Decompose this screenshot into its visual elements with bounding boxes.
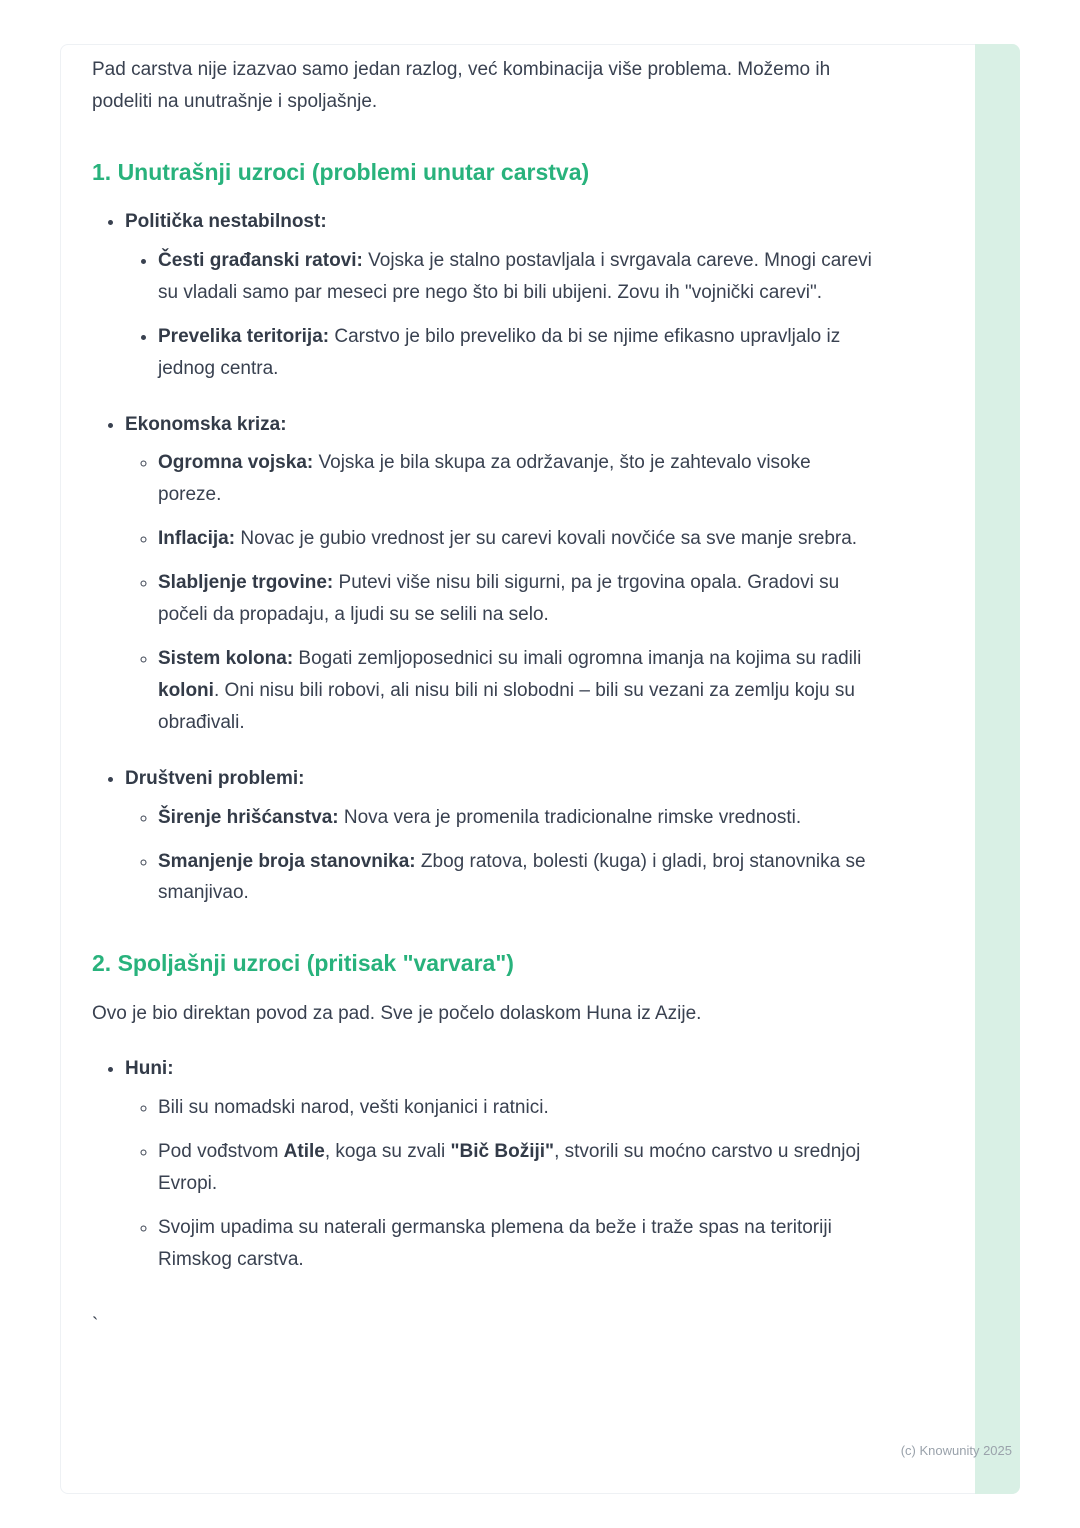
bold-text: Prevelika teritorija: bbox=[158, 325, 330, 347]
bold-text: Društveni problemi: bbox=[125, 767, 305, 789]
bold-text: "Bič Božiji" bbox=[450, 1141, 555, 1163]
bullet-list bbox=[92, 1053, 878, 1275]
sections-container bbox=[92, 156, 878, 1276]
document-content bbox=[92, 54, 878, 1342]
text-segment: . Oni nisu bili robovi, ali nisu bili ni slobodni – bili su vezani za zemlju koju su obrađivali. bbox=[158, 679, 855, 733]
sub-list-item bbox=[158, 1212, 878, 1276]
intro-paragraph: Pad carstva nije izazvao samo jedan razlog, već kombinacija više problema. Možemo ih podeliti na unutrašnje i spoljašnje. bbox=[92, 59, 831, 112]
text-segment: Bogati zemljoposednici su imali ogromna imanja na kojima su radili bbox=[293, 647, 862, 669]
bold-text: Inflacija: bbox=[158, 528, 236, 550]
bold-text: koloni bbox=[158, 679, 214, 701]
bold-text: Slabljenje trgovine: bbox=[158, 572, 334, 594]
text-segment: Zbog ratova, bolesti (kuga) i gladi, broj stanovnika se smanjivao. bbox=[158, 850, 866, 904]
text-segment: Carstvo je bilo preveliko da bi se njime efikasno upravljalo iz jednog centra. bbox=[158, 325, 841, 379]
text-segment: Vojska je bila skupa za održavanje, što je zahtevalo visoke poreze. bbox=[158, 452, 811, 506]
bold-text: Širenje hrišćanstva: bbox=[158, 806, 339, 828]
bold-text: Sistem kolona: bbox=[158, 647, 294, 669]
section-title: 1. Unutrašnji uzroci (problemi unutar carstva) bbox=[92, 158, 590, 185]
list-item bbox=[125, 763, 878, 910]
text-segment: Svojim upadima su naterali germanska plemena da beže i traže spas na teritoriji Rimskog carstva. bbox=[158, 1217, 832, 1270]
sub-list-item bbox=[158, 447, 878, 511]
bold-text: Atile bbox=[283, 1141, 325, 1163]
copyright-footer: (c) Knowunity 2025 bbox=[900, 1443, 1012, 1458]
sub-list-item bbox=[158, 567, 878, 631]
text-segment: Vojska je stalno postavljala i svrgavala careve. Mnogi carevi su vladali samo par meseci pre nego što bi bili ubijeni. Zovu ih "vojnički carevi". bbox=[158, 249, 872, 303]
section-title: 2. Spoljašnji uzroci (pritisak "varvara") bbox=[92, 950, 514, 977]
text-segment: Bili su nomadski narod, vešti konjanici i ratnici. bbox=[158, 1097, 549, 1119]
sub-list-item bbox=[158, 802, 878, 834]
text-segment: , stvorili su moćno carstvo u srednjoj Evropi. bbox=[158, 1141, 861, 1195]
sub-bullet-list bbox=[125, 245, 878, 385]
bullet-list bbox=[92, 206, 878, 909]
list-item bbox=[125, 206, 878, 385]
section-paragraph: Ovo je bio direktan povod za pad. Sve je počelo dolaskom Huna iz Azije. bbox=[92, 1002, 702, 1024]
text-segment: Putevi više nisu bili sigurni, pa je trgovina opala. Gradovi su počeli da propadaju, a ljudi su se selili na selo. bbox=[158, 572, 840, 626]
sub-list-item bbox=[158, 245, 878, 309]
sub-list-item bbox=[158, 846, 878, 910]
sub-bullet-list bbox=[125, 802, 878, 910]
sub-list-item bbox=[158, 321, 878, 385]
list-item bbox=[125, 409, 878, 739]
bold-text: Ogromna vojska: bbox=[158, 452, 314, 474]
sub-list-item bbox=[158, 523, 878, 555]
sub-bullet-list bbox=[125, 1092, 878, 1276]
bold-text: Smanjenje broja stanovnika: bbox=[158, 850, 416, 872]
sub-list-item bbox=[158, 1136, 878, 1200]
text-segment: Nova vera je promenila tradicionalne rimske vrednosti. bbox=[338, 806, 802, 828]
list-item bbox=[125, 1053, 878, 1275]
bold-text: Česti građanski ratovi: bbox=[158, 249, 363, 271]
accent-strip bbox=[975, 44, 1020, 1494]
text-segment: Novac je gubio vrednost jer su carevi kovali novčiće sa sve manje srebra. bbox=[235, 528, 858, 550]
bold-text: Ekonomska kriza: bbox=[125, 413, 287, 435]
text-segment: , koga su zvali bbox=[324, 1141, 451, 1163]
sub-bullet-list bbox=[125, 447, 878, 738]
text-segment: Pod vođstvom bbox=[158, 1141, 284, 1163]
stray-backtick: ` bbox=[92, 1314, 99, 1336]
bold-text: Huni: bbox=[125, 1058, 174, 1080]
sub-list-item bbox=[158, 1092, 878, 1124]
sub-list-item bbox=[158, 643, 878, 739]
bold-text: Politička nestabilnost: bbox=[125, 211, 327, 232]
